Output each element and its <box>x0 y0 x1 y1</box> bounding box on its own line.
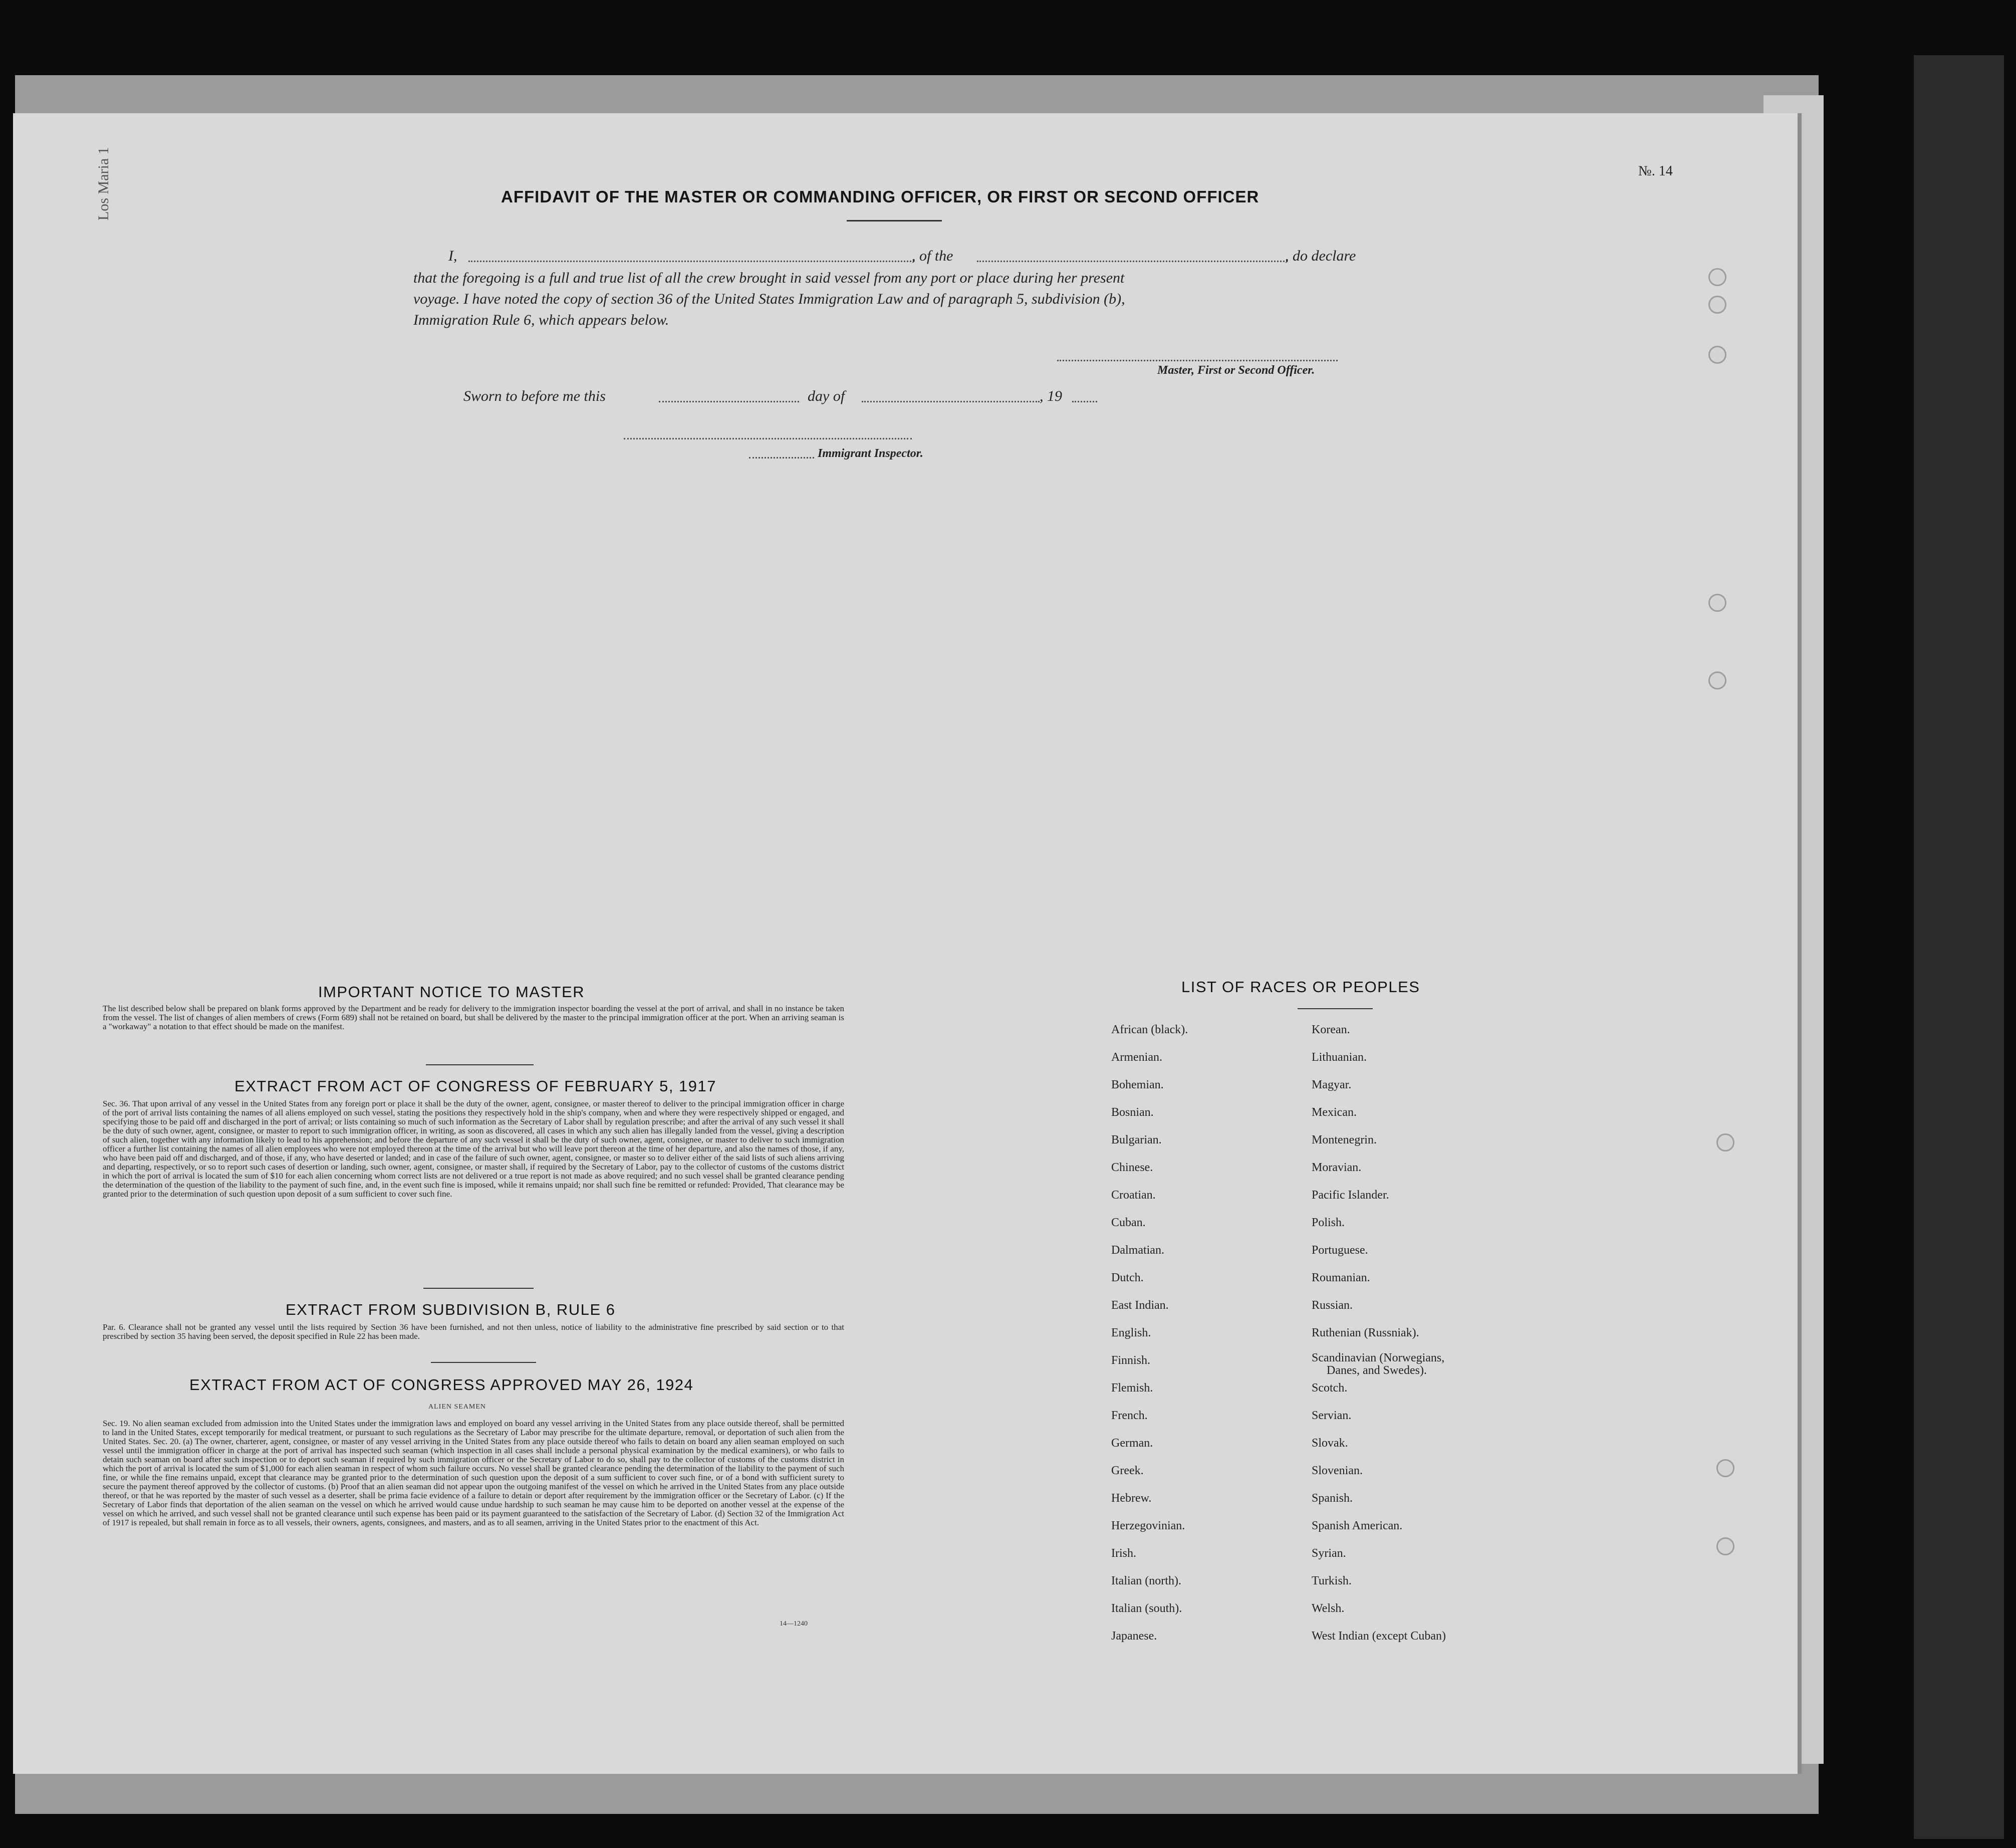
month-blank[interactable] <box>862 401 1040 402</box>
punch-hole-icon <box>1708 594 1726 612</box>
race-left: Japanese. <box>1111 1630 1157 1643</box>
affidavit-line-2: that the foregoing is a full and true list of all the crew brought in said vessel from any port or place during her present <box>413 270 1125 286</box>
affidavit-line-4: Immigration Rule 6, which appears below. <box>413 312 669 328</box>
race-right: West Indian (except Cuban) <box>1312 1630 1446 1643</box>
signature-blank[interactable] <box>1057 360 1338 361</box>
race-left: Bohemian. <box>1111 1078 1164 1091</box>
race-right: Ruthenian (Russniak). <box>1312 1326 1419 1339</box>
race-right: Korean. <box>1312 1023 1350 1036</box>
vessel-blank[interactable] <box>977 261 1288 262</box>
race-left: Dalmatian. <box>1111 1244 1164 1257</box>
race-left: Herzegovinian. <box>1111 1519 1185 1532</box>
race-left: Greek. <box>1111 1464 1144 1477</box>
punch-hole-icon <box>1708 346 1726 364</box>
race-right: Moravian. <box>1312 1161 1362 1174</box>
binder-edge <box>1914 55 2004 1839</box>
affidavit-of-the: , of the <box>912 248 953 264</box>
inspector-label: Immigrant Inspector. <box>818 447 923 460</box>
race-left: Armenian. <box>1111 1051 1162 1064</box>
race-right: Magyar. <box>1312 1078 1352 1091</box>
races-title: LIST OF RACES OR PEOPLES <box>1181 978 1420 996</box>
race-left: Bulgarian. <box>1111 1133 1162 1146</box>
race-left: Italian (south). <box>1111 1602 1182 1615</box>
race-right: Spanish American. <box>1312 1519 1403 1532</box>
signature-label: Master, First or Second Officer. <box>1157 364 1315 377</box>
race-left: East Indian. <box>1111 1299 1169 1312</box>
race-left: French. <box>1111 1409 1148 1422</box>
punch-hole-icon <box>1716 1459 1734 1477</box>
name-blank[interactable] <box>468 261 914 262</box>
notice-text: The list described below shall be prepared on blank forms approved by the Department and be ready for delivery to the immigration inspector boarding the vessel at the port of arrival, and shall in no instance be taken from the vessel. The list of changes of alien members of crews (Form 689) shall not be retained on board, but shall be delivered by the master to the principal immigration officer at the port. When an arriving seaman is a "workaway" a notation to that effect should be made on the manifest. <box>103 1004 844 1031</box>
title-rule <box>847 220 942 221</box>
race-right: Polish. <box>1312 1216 1345 1229</box>
race-left: Chinese. <box>1111 1161 1153 1174</box>
race-right: Servian. <box>1312 1409 1352 1422</box>
race-right: Welsh. <box>1312 1602 1345 1615</box>
affidavit-title: AFFIDAVIT OF THE MASTER OR COMMANDING OFFICER, OR FIRST OR SECOND OFFICER <box>501 187 1259 206</box>
race-left: Croatian. <box>1111 1189 1156 1202</box>
section-rule <box>431 1362 536 1363</box>
affidavit-i: I, <box>448 248 457 264</box>
race-right: Montenegrin. <box>1312 1133 1377 1146</box>
race-left: Finnish. <box>1111 1354 1151 1367</box>
race-right: Syrian. <box>1312 1547 1346 1560</box>
race-right: Lithuanian. <box>1312 1051 1367 1064</box>
race-left: English. <box>1111 1326 1151 1339</box>
race-left: German. <box>1111 1437 1153 1450</box>
race-right: Roumanian. <box>1312 1271 1370 1284</box>
race-right: Scandinavian (Norwegians, <box>1312 1351 1445 1364</box>
day-blank[interactable] <box>659 401 799 402</box>
race-right: Turkish. <box>1312 1574 1352 1587</box>
race-right: Scotch. <box>1312 1381 1348 1395</box>
race-left: Hebrew. <box>1111 1492 1152 1505</box>
punch-hole-icon <box>1716 1133 1734 1151</box>
extract-1917-text: Sec. 36. That upon arrival of any vessel in the United States from any foreign port or place it shall be the duty of the owner, agent, consignee, or master thereof to deliver to the principal immigration officer in charge of the port of arrival lists containing the names of all aliens employed on such vessel, stating the positions they respectively hold in the ship's company, when and where they were respectively shipped or engaged, and specifying those to be paid off and discharged in the port of arrival; or lists containing so much of such information as the Secretary of Labor shall by regulation prescribe; and after the arrival of any such vessel it shall be the duty of such owner, agent, consignee, or master to report to such immigration officer, in writing, as soon as discovered, all cases in which any such alien has illegally landed from the vessel, giving a description of such alien, together with any information likely to lead to his apprehension; and before the departure of any such vessel it shall be the duty of such owner, agent, consignee, or master to deliver to such immigration officer a further list containing the names of all alien employees who were not employed thereon at the time of the arrival but who will leave port thereon at the time of her departure, and also the names of those, if any, who have been paid off and discharged, and of those, if any, who have deserted or landed; and in case of the failure of such owner, agent, consignee, or master so to deliver either of the said lists of such aliens arriving and departing, respectively, or so to report such cases of desertion or landing, such owner, agent, consignee, or master shall, if required by the Secretary of Labor, pay to the collector of customs of the customs district in which the port of arrival is located the sum of $10 for each alien concerning whom correct lists are not delivered or a true report is not made as above required; and no such vessel shall be granted clearance pending the determination of the question of the liability to the payment of such fine, and, in the event such fine is imposed, while it remains unpaid; nor shall such fine be remitted or refunded: Provided, That clearance may be granted prior to the determination of such question upon deposit of a sum sufficient to cover such fine. <box>103 1099 844 1199</box>
affidavit-line-3: voyage. I have noted the copy of section 36 of the United States Immigration Law and of paragraph 5, subdivision (b), <box>413 291 1125 307</box>
race-right: Mexican. <box>1312 1106 1357 1119</box>
races-rule <box>1298 1008 1373 1009</box>
race-right: Portuguese. <box>1312 1244 1368 1257</box>
extract-1917-title: EXTRACT FROM ACT OF CONGRESS OF FEBRUARY 5, 1917 <box>234 1077 717 1095</box>
extract-rule6-text: Par. 6. Clearance shall not be granted any vessel until the lists required by Section 36 have been furnished, and not then unless, notice of liability to the administrative fine prescribed by said section or to that prescribed by section 35 having been served, the deposit specified in Rule 22 has been made. <box>103 1322 844 1341</box>
year-blank[interactable] <box>1072 401 1097 402</box>
race-left: Italian (north). <box>1111 1574 1181 1587</box>
punch-hole-icon <box>1708 671 1726 689</box>
race-right: Slovak. <box>1312 1437 1348 1450</box>
race-left: Bosnian. <box>1111 1106 1154 1119</box>
inspector-signature-blank[interactable] <box>624 438 912 439</box>
race-right: Russian. <box>1312 1299 1353 1312</box>
notice-title: IMPORTANT NOTICE TO MASTER <box>318 983 585 1001</box>
race-left: Cuban. <box>1111 1216 1146 1229</box>
punch-hole-icon <box>1708 296 1726 314</box>
extract-1924-text: Sec. 19. No alien seaman excluded from admission into the United States under the immigration laws and employed on board any vessel arriving in the United States from any place outside thereof, shall be permitted to land in the United States, except temporarily for medical treatment, or pursuant to such regulations as the Secretary of Labor may prescribe for the ultimate departure, removal, or deportation of such alien from the United States. Sec. 20. (a) The owner, charterer, agent, consignee, or master of any vessel arriving in the United States from any place outside thereof who fails to detain on board any alien seaman employed on such vessel until the immigration officer in charge at the port of arrival has inspected such seaman (which inspection in all cases shall include a personal physical examination by the medical examiners), or who fails to detain such seaman on board after such inspection or to deport such seaman if required by such immigration officer or the Secretary of Labor to do so, shall pay to the collector of customs of the customs district in which the port of arrival is located the sum of $1,000 for each alien seaman in respect of whom such failure occurs. No vessel shall be granted clearance pending the determination of the liability to the payment of such fine, or while the fine remains unpaid, except that clearance may be granted prior to the determination of such question upon the deposit of a sum sufficient to cover such fine, or of a bond with sufficient surety to secure the payment thereof approved by the collector of customs. (b) Proof that an alien seaman did not appear upon the outgoing manifest of the vessel on which he arrived in the United States from any place outside thereof, or that he was reported by the master of such vessel as a deserter, shall be prima facie evidence of a failure to detain or deport after requirement by the immigration officer or the Secretary of Labor. (c) If the Secretary of Labor finds that deportation of the alien seaman on the vessel on which he arrived would cause undue hardship to such seaman he may cause him to be deported on another vessel at the expense of the vessel on which he arrived, and such vessel shall not be granted clearance until such expense has been paid or its payment guaranteed to the satisfaction of the Secretary of Labor. (d) Section 32 of the Immigration Act of 1917 is repealed, but shall remain in force as to all vessels, their owners, agents, consignees, and masters, and as to all seamen, arriving in the United States prior to the enactment of this Act. <box>103 1419 844 1527</box>
race-right: Slovenian. <box>1312 1464 1363 1477</box>
race-left: African (black). <box>1111 1023 1188 1036</box>
year-label: , 19 <box>1040 388 1062 404</box>
inspector-station-blank[interactable] <box>749 457 814 458</box>
race-left: Flemish. <box>1111 1381 1153 1395</box>
race-right-continued: Danes, and Swedes). <box>1327 1364 1427 1377</box>
side-handwriting: Los Maria 1 <box>95 147 112 220</box>
affidavit-do-declare: , do declare <box>1285 248 1356 264</box>
extract-1924-title: EXTRACT FROM ACT OF CONGRESS APPROVED MAY 26, 1924 <box>189 1376 694 1394</box>
race-left: Irish. <box>1111 1547 1136 1560</box>
section-rule <box>423 1288 534 1289</box>
extract-1924-subtitle: ALIEN SEAMEN <box>428 1403 486 1411</box>
race-right: Spanish. <box>1312 1492 1353 1505</box>
punch-hole-icon <box>1716 1537 1734 1555</box>
punch-hole-icon <box>1708 268 1726 286</box>
race-left: Dutch. <box>1111 1271 1144 1284</box>
extract-rule6-title: EXTRACT FROM SUBDIVISION B, RULE 6 <box>286 1301 616 1318</box>
page-number: №. 14 <box>1638 163 1673 179</box>
sworn-label: Sworn to before me this <box>463 388 606 404</box>
day-of-label: day of <box>808 388 845 404</box>
page-edge <box>1798 113 1802 1774</box>
race-right: Pacific Islander. <box>1312 1189 1389 1202</box>
form-number: 14—1240 <box>780 1620 808 1628</box>
section-rule <box>426 1064 534 1065</box>
